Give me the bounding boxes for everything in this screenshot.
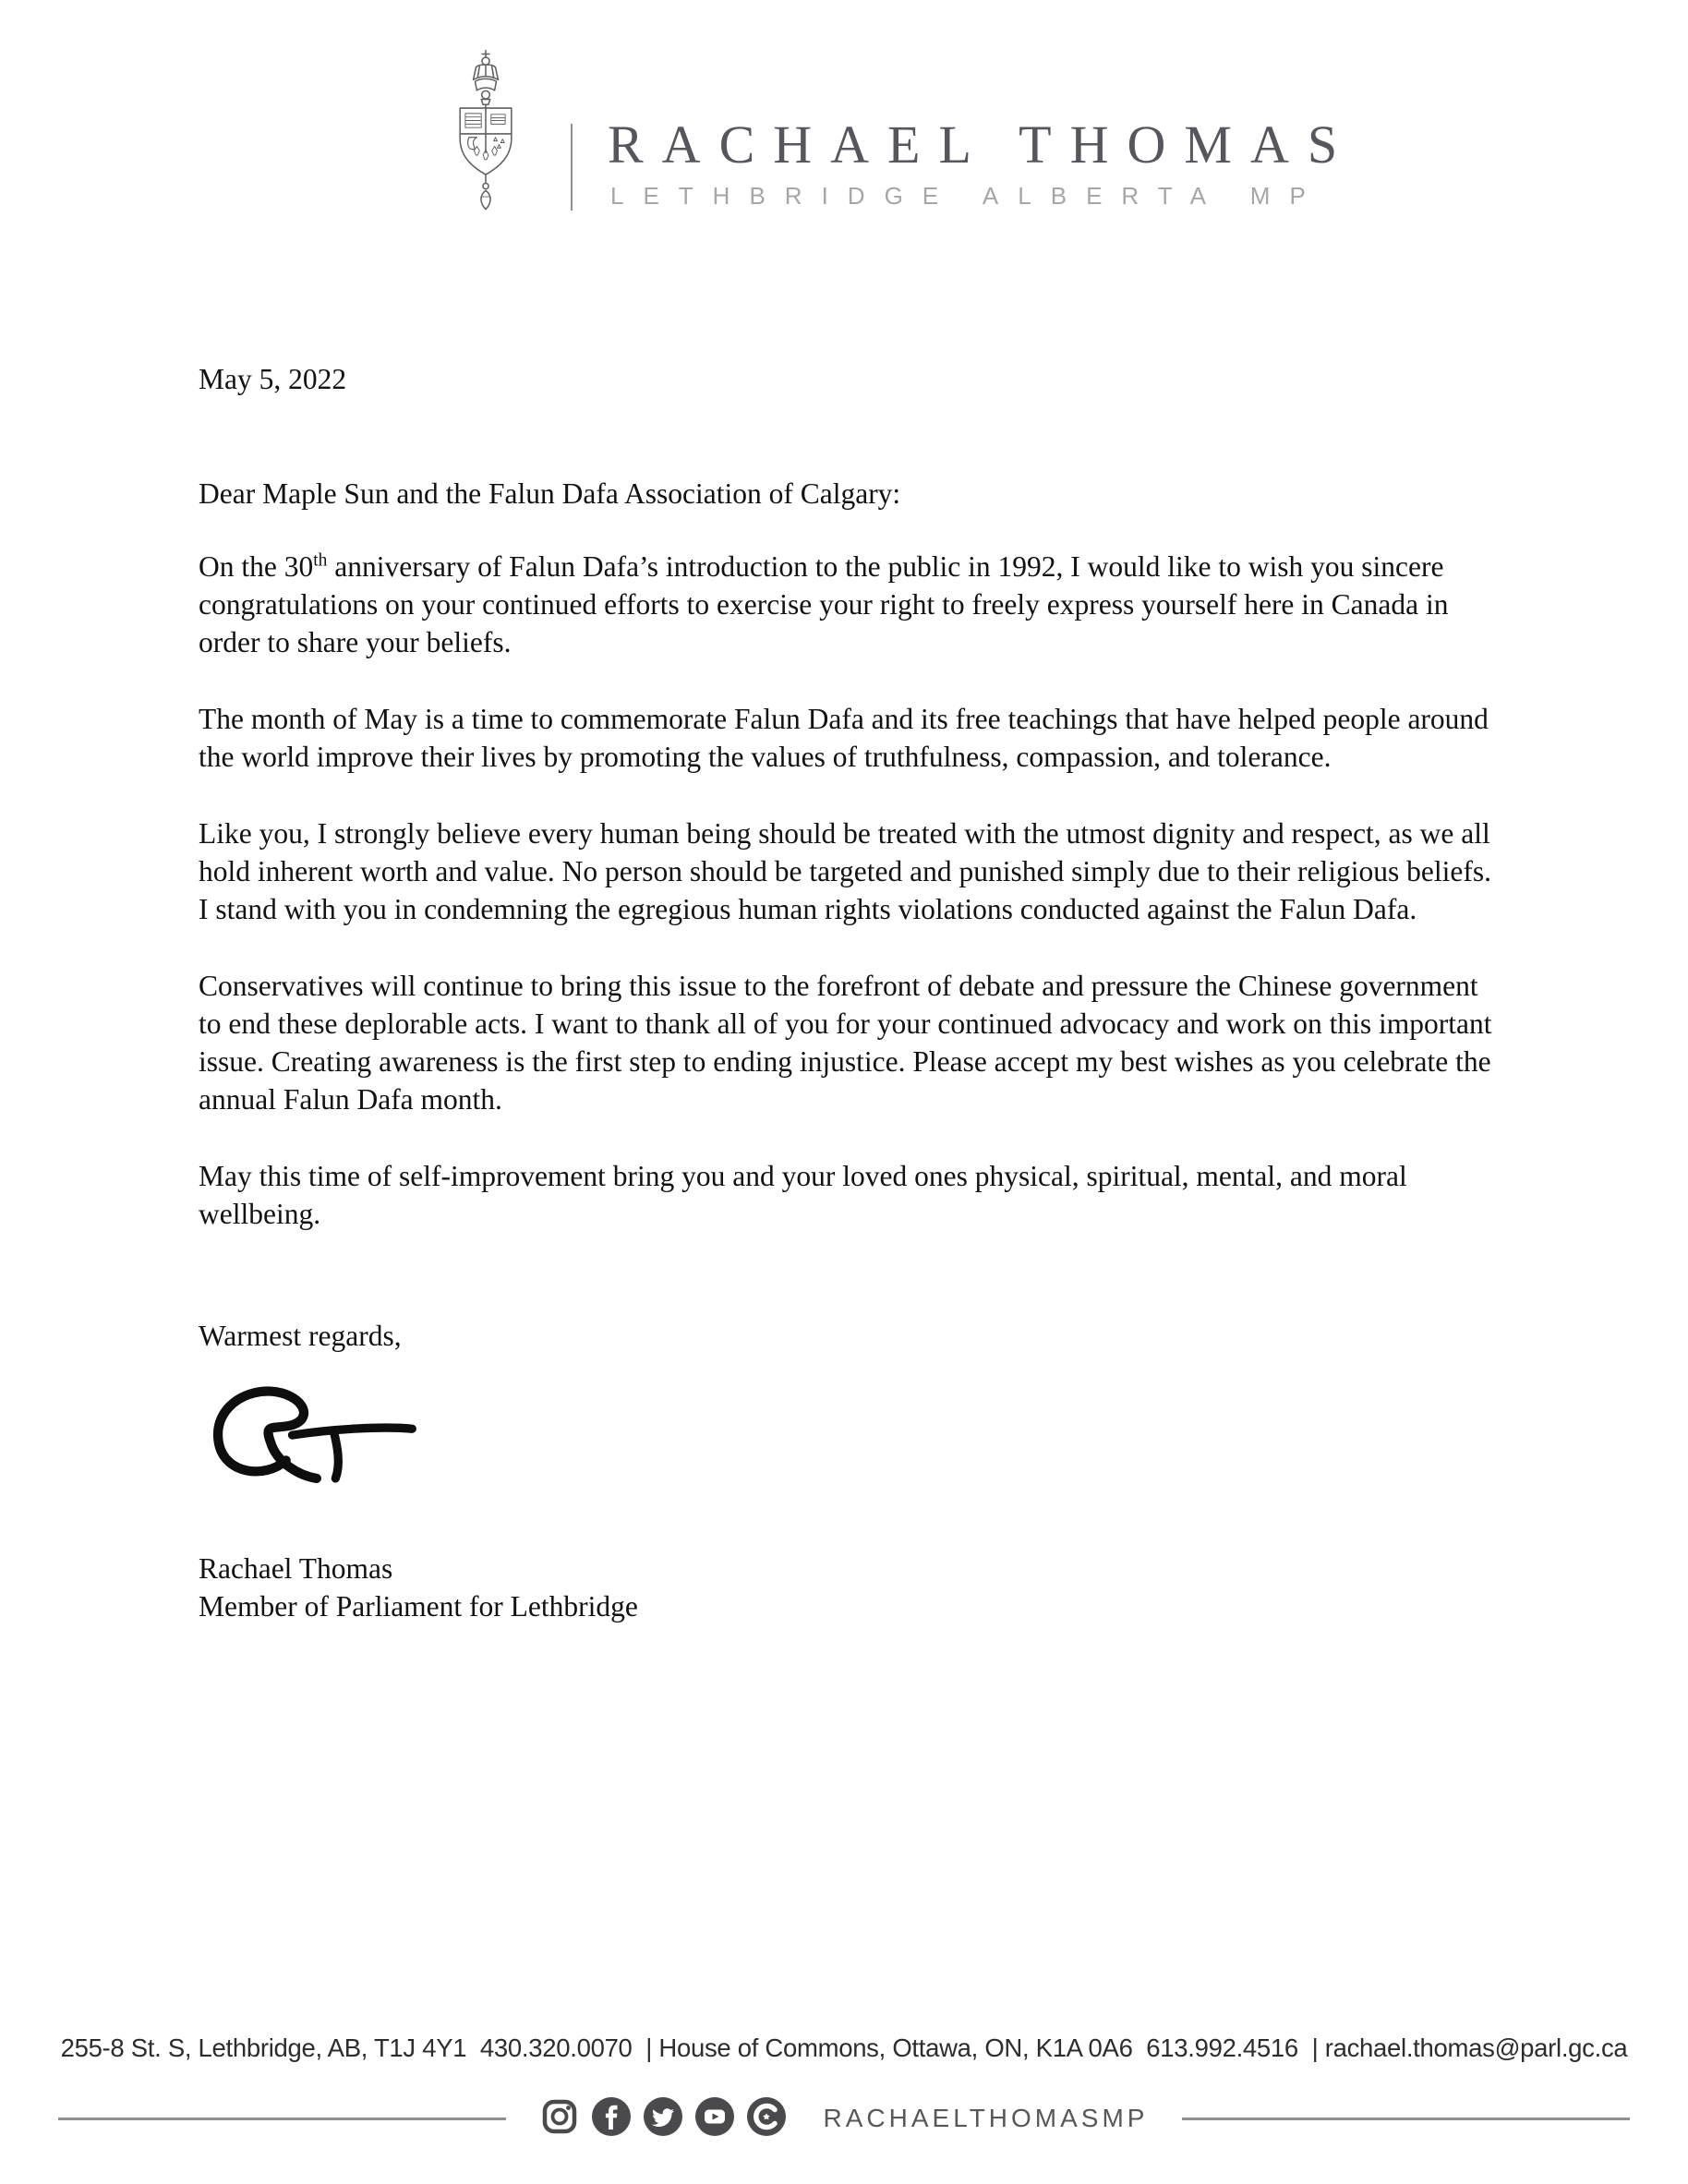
- footer-right-rule: [1182, 2118, 1630, 2120]
- paragraph-1-text-cont: anniversary of Falun Dafa’s introduction to the public in 1992, I would like to wish you sincere congratulations on your continued efforts to exercise your right to freely express yourself here in Canada in order to share your beliefs.: [199, 550, 1449, 658]
- social-handle: RACHAELTHOMASMP: [823, 2104, 1149, 2132]
- letterhead-subtitle: LETHBRIDGE ALBERTA MP: [610, 182, 1325, 210]
- youtube-icon: [695, 2097, 734, 2141]
- instagram-icon: [540, 2097, 579, 2141]
- header-divider: [571, 124, 573, 211]
- footer-contact-line: 255-8 St. S, Lethbridge, AB, T1J 4Y1 430.320.0070 | House of Commons, Ottawa, ON, K1A 0A6 613.992.4516 | rachael.thomas@parl.gc.ca: [60, 2033, 1628, 2062]
- handwritten-signature: [199, 1382, 1493, 1489]
- letterhead-name: RACHAEL THOMAS: [608, 115, 1356, 175]
- paragraph-5: May this time of self-improvement bring you and your loved ones physical, spiritual, mental, and moral wellbeing.: [199, 1160, 1407, 1230]
- coat-of-arms-crest-icon: [441, 46, 530, 223]
- paragraph-1-text: On the 30: [199, 550, 314, 583]
- paragraph-2: The month of May is a time to commemorate Falun Dafa and its free teachings that have helped people around the world improve their lives by promoting the values of truthfulness, compassion, and tolerance.: [199, 703, 1489, 773]
- paragraph-1: [199, 548, 1493, 661]
- salutation: Dear Maple Sun and the Falun Dafa Association of Calgary:: [199, 477, 901, 510]
- letter-date: May 5, 2022: [199, 363, 347, 395]
- ordinal-superscript: th: [313, 550, 328, 571]
- paragraph-3: Like you, I strongly believe every human being should be treated with the utmost dignity and respect, as we all hold inherent worth and value. No person should be targeted and punished simply due to their religious beliefs. I stand with you in condemning the egregious human rights violations conducted against the Falun Dafa.: [199, 817, 1491, 925]
- letter-body: [199, 360, 1493, 1625]
- footer-left-rule: [58, 2118, 506, 2120]
- twitter-icon: [644, 2097, 682, 2141]
- signer-name: Rachael Thomas: [199, 1552, 393, 1585]
- closing: Warmest regards,: [199, 1320, 402, 1352]
- paragraph-4: Conservatives will continue to bring this issue to the forefront of debate and pressure the Chinese government to end these deplorable acts. I want to thank all of you for your continued advocacy and work on this important issue. Creating awareness is the first step to ending injustice. Please accept my best wishes as you celebrate the annual Falun Dafa month.: [199, 970, 1492, 1116]
- footer-social-row: [0, 2097, 1688, 2140]
- facebook-icon: [592, 2097, 631, 2141]
- clouthub-icon: [747, 2097, 786, 2141]
- signer-title: Member of Parliament for Lethbridge: [199, 1590, 638, 1623]
